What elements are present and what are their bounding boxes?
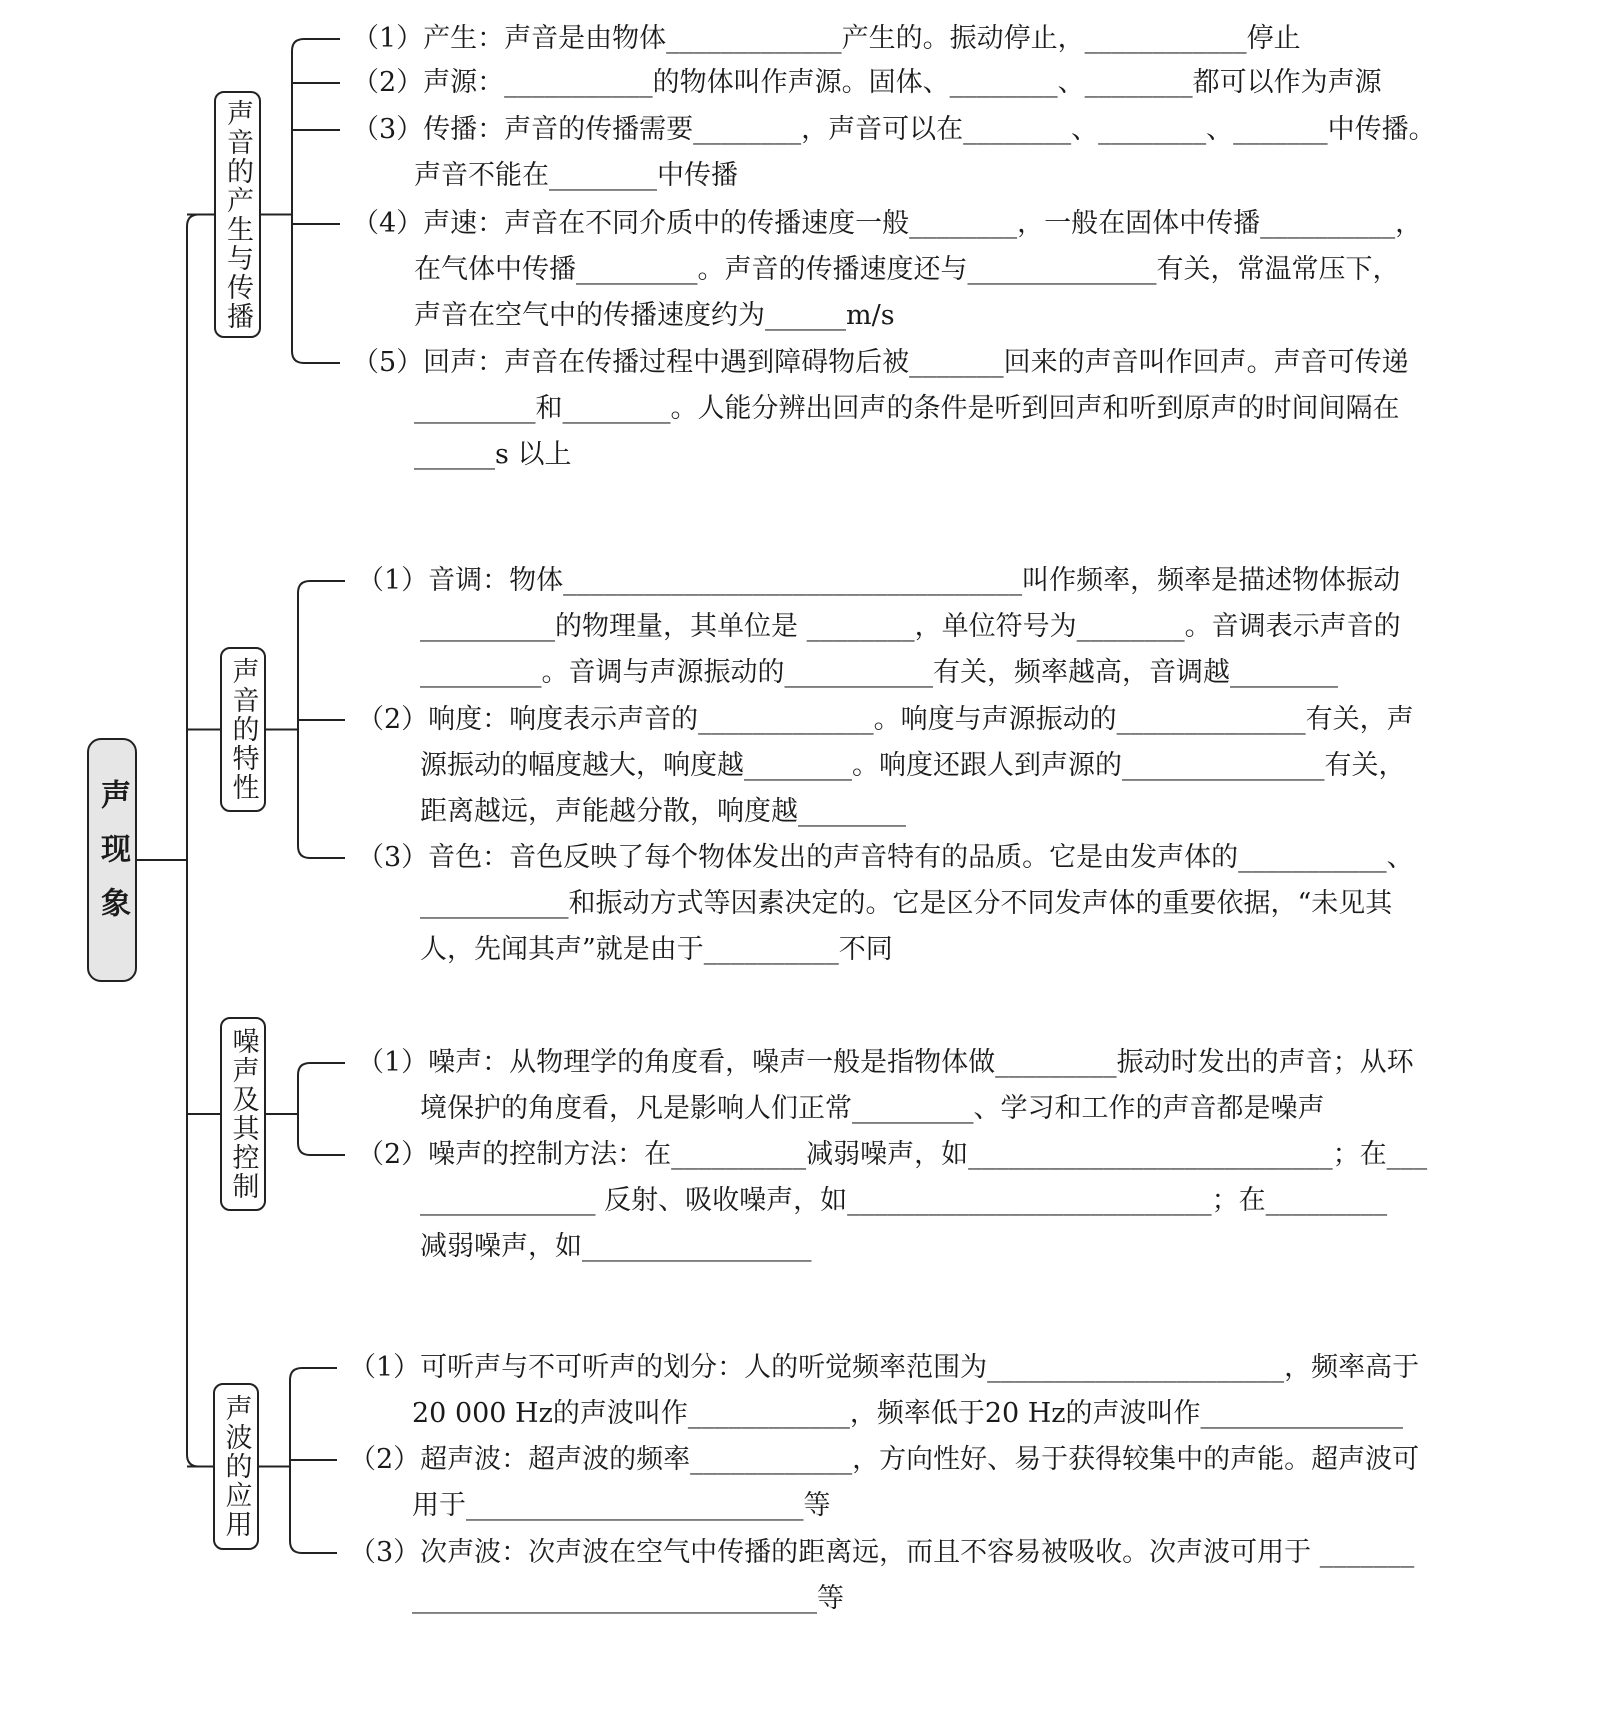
bracket xyxy=(298,1063,345,1155)
section-label: 声音的特性 xyxy=(227,657,259,802)
item-line: 减弱噪声，如_________________ xyxy=(420,1231,812,1262)
item-line: （2）噪声的控制方法：在__________减弱噪声，如___________________________；在___ xyxy=(357,1139,1428,1170)
section-node-applications xyxy=(213,1383,259,1550)
item-line: 用于_________________________等 xyxy=(412,1490,831,1521)
section-node-noise xyxy=(220,1017,266,1211)
item-line: （2）超声波：超声波的频率____________，方向性好、易于获得较集中的声能。超声波可 xyxy=(349,1444,1420,1475)
item-line: （2）声源：___________的物体叫作声源。固体、________、________都可以作为声源 xyxy=(352,67,1382,98)
item-line: 在气体中传播_________。声音的传播速度还与______________有关，常温常压下， xyxy=(414,254,1400,285)
item-line: （1）产生：声音是由物体_____________产生的。振动停止，____________停止 xyxy=(352,23,1301,54)
section-node-characteristics xyxy=(220,647,266,812)
item-line: 声音不能在________中传播 xyxy=(414,160,738,191)
item-line: 距离越远，声能越分散，响度越________ xyxy=(420,796,906,827)
item-line: ___________和振动方式等因素决定的。它是区分不同发声体的重要依据，“未见其 xyxy=(420,888,1393,919)
item-line: （2）响度：响度表示声音的_____________。响度与声源振动的______________有关，声 xyxy=(357,704,1414,735)
item-line: 声音在空气中的传播速度约为______m/s xyxy=(414,300,895,331)
item-line: （3）音色：音色反映了每个物体发出的声音特有的品质。它是由发声体的___________、 xyxy=(357,842,1414,873)
item-line: （1）噪声：从物理学的角度看，噪声一般是指物体做_________振动时发出的声音；从环 xyxy=(357,1047,1414,1078)
item-line: ______________________________等 xyxy=(412,1583,844,1614)
item-line: 人，先闻其声”就是由于__________不同 xyxy=(420,934,893,965)
item-line: 20 000 Hz的声波叫作____________，频率低于20 Hz的声波叫作_______________ xyxy=(412,1398,1404,1429)
item-line: （1）音调：物体__________________________________叫作频率，频率是描述物体振动 xyxy=(357,565,1401,596)
section-label: 声音的产生与传播 xyxy=(222,98,253,331)
item-line: ______s 以上 xyxy=(414,439,572,470)
item-line: _________。音调与声源振动的___________有关，频率越高，音调越________ xyxy=(420,657,1338,688)
item-line: （4）声速：声音在不同介质中的传播速度一般________，一般在固体中传播__________， xyxy=(352,208,1423,239)
item-line: __________的物理量，其单位是 ________，单位符号为________。音调表示声音的 xyxy=(420,611,1401,642)
trunk-line xyxy=(187,215,199,1467)
item-line: （3）次声波：次声波在空气中传播的距离远，而且不容易被吸收。次声波可用于 _______ xyxy=(349,1537,1415,1568)
root-label: 声现象 xyxy=(95,779,130,941)
item-line: 境保护的角度看，凡是影响人们正常_________、学习和工作的声音都是噪声 xyxy=(420,1093,1325,1124)
item-line: （5）回声：声音在传播过程中遇到障碍物后被_______回来的声音叫作回声。声音可传递 xyxy=(352,347,1409,378)
item-line: （3）传播：声音的传播需要________，声音可以在________、________、_______中传播。 xyxy=(352,114,1436,145)
section-label: 声波的应用 xyxy=(220,1394,252,1539)
section-node-production xyxy=(214,91,261,338)
bracket xyxy=(292,39,340,363)
section-label: 噪声及其控制 xyxy=(227,1027,259,1201)
item-line: 源振动的幅度越大，响度越________。响度还跟人到声源的_______________有关， xyxy=(420,750,1406,781)
root-node xyxy=(87,738,137,982)
item-line: _____________ 反射、吸收噪声，如___________________________；在_________ xyxy=(420,1185,1388,1216)
item-line: （1）可听声与不可听声的划分：人的听觉频率范围为______________________，频率高于 xyxy=(349,1352,1420,1383)
item-line: _________和________。人能分辨出回声的条件是听到回声和听到原声的时间间隔在 xyxy=(414,393,1400,424)
